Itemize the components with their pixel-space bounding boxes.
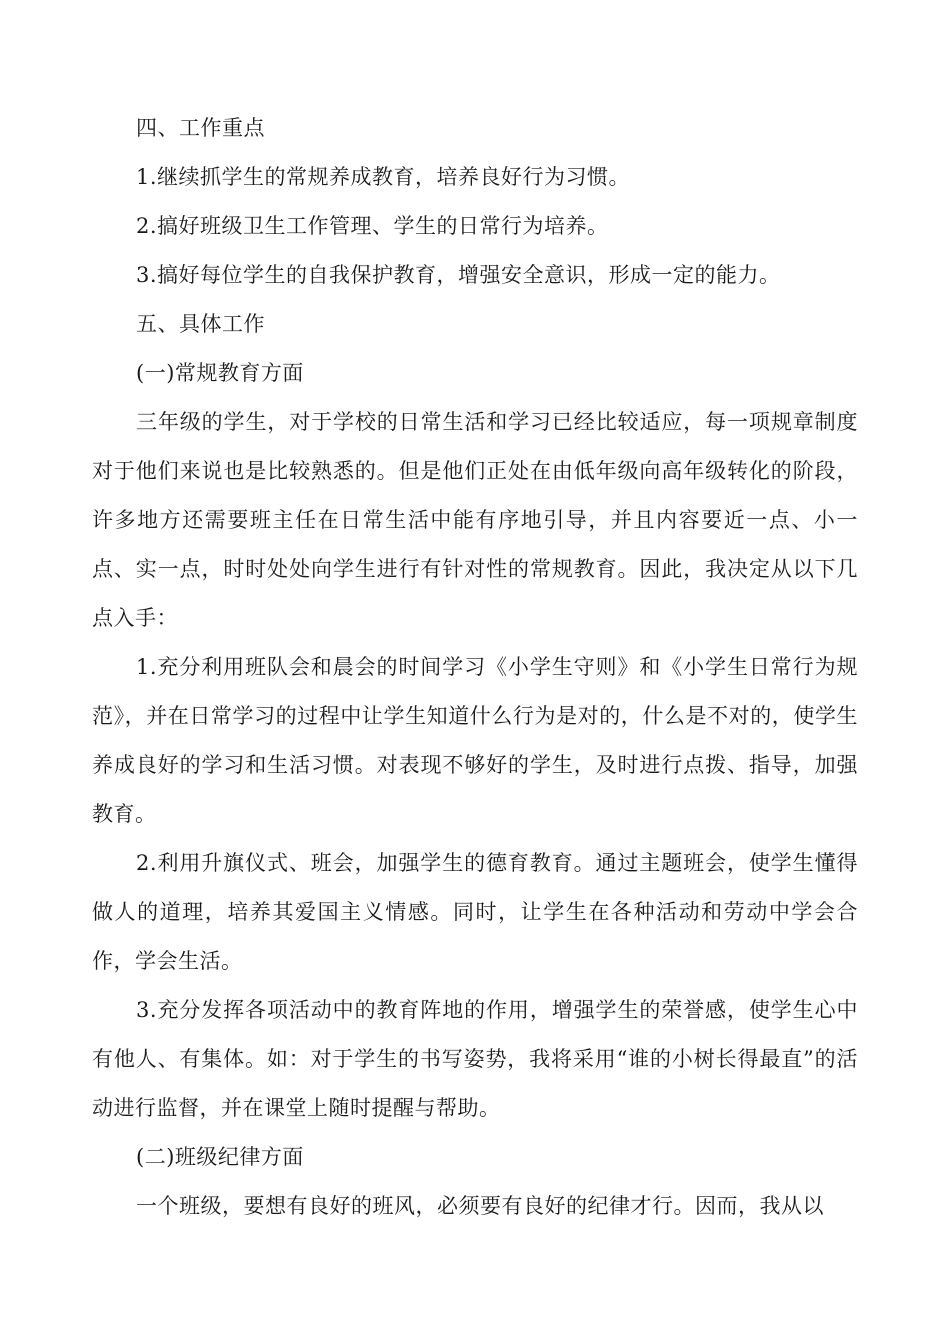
focus-item-1: 1.继续抓学生的常规养成教育，培养良好行为习惯。 (136, 165, 631, 189)
routine-item-3: 3.充分发挥各项活动中的教育阵地的作用，增强学生的荣誉感，使学生心中有他人、有集体。如：对于学生的书写姿势，我将采用“谁的小树长得最直”的活动进行监督，并在课堂上随时提醒与帮助。 (92, 998, 858, 1120)
routine-item-1: 1.充分利用班队会和晨会的时间学习《小学生守则》和《小学生日常行为规范》，并在日常学习的过程中让学生知道什么行为是对的，什么是不对的，使学生养成良好的学习和生活习惯。对表现不够好的学生，及时进行点拨、指导，加强教育。 (92, 655, 858, 826)
routine-item-2: 2.利用升旗仪式、班会，加强学生的德育教育。通过主题班会，使学生懂得做人的道理，培养其爱国主义情感。同时，让学生在各种活动和劳动中学会合作，学会生活。 (92, 851, 858, 973)
focus-item-2: 2.搞好班级卫生工作管理、学生的日常行为培养。 (136, 214, 609, 238)
paragraph-discipline-intro: 一个班级，要想有良好的班风，必须要有良好的纪律才行。因而，我从以 (136, 1194, 824, 1218)
heading-specific-work: 五、具体工作 (136, 312, 265, 336)
document-body (92, 104, 858, 1231)
paragraph-routine-intro: 三年级的学生，对于学校的日常生活和学习已经比较适应，每一项规章制度对于他们来说也是比较熟悉的。但是他们正处在由低年级向高年级转化的阶段，许多地方还需要班主任在日常生活中能有序地引导，并且内容要近一点、小一点、实一点，时时处处向学生进行有针对性的常规教育。因此，我决定从以下几点入手： (92, 410, 858, 630)
subheading-routine-education: (一)常规教育方面 (136, 361, 304, 385)
heading-work-focus: 四、工作重点 (136, 116, 265, 140)
subheading-class-discipline: (二)班级纪律方面 (136, 1145, 304, 1169)
focus-item-3: 3.搞好每位学生的自我保护教育，增强安全意识，形成一定的能力。 (136, 263, 781, 287)
